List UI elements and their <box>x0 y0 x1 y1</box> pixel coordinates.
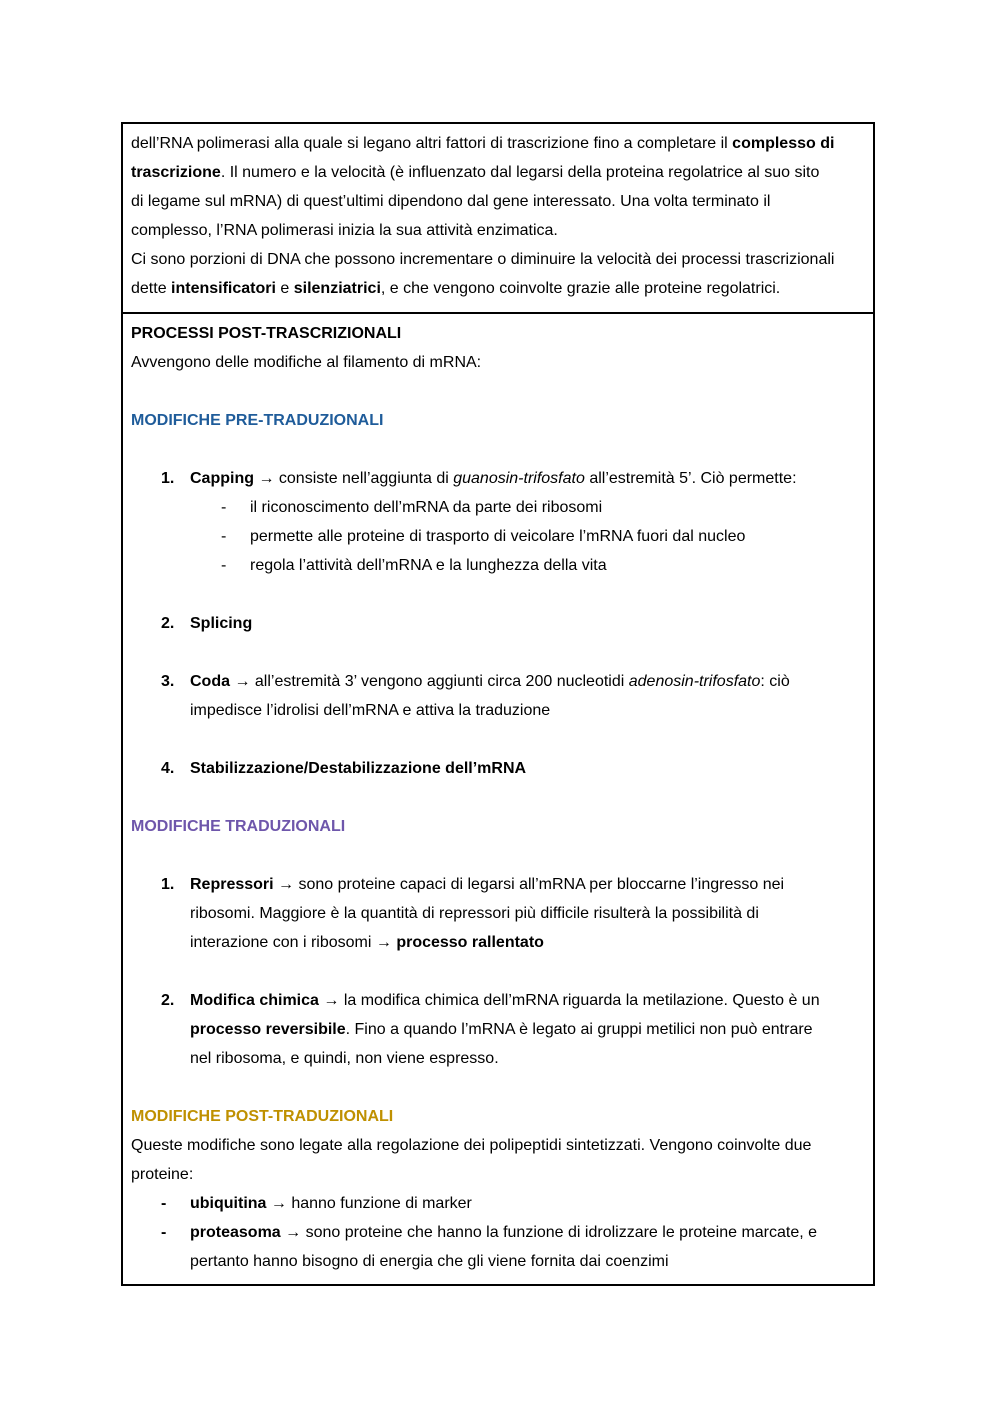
list-item <box>131 986 865 1015</box>
bullet-item <box>131 1189 865 1218</box>
list-item-continuation: ribosomi. Maggiore è la quantità di repressori più difficile risulterà la possibilità di <box>190 905 759 922</box>
bold-term: Repressori <box>190 876 274 893</box>
bold-term: intensificatori <box>171 280 276 297</box>
list-number: 4. <box>161 760 175 777</box>
bold-term: Coda <box>190 673 230 690</box>
text-span: dette <box>131 280 172 297</box>
italic-term: adenosin-trifosfato <box>628 673 761 690</box>
paragraph-line: complesso, l’RNA polimerasi inizia la sua attività enzimatica. <box>131 222 558 239</box>
text-span: → sono proteine che hanno la funzione di idrolizzare le proteine marcate, e <box>280 1224 818 1241</box>
heading-traduzionali: MODIFICHE TRADUZIONALI <box>131 818 346 835</box>
bold-term: complesso di <box>732 135 835 152</box>
text-span: , e che vengono coinvolte grazie alle proteine regolatrici. <box>380 280 781 297</box>
bold-term: Capping <box>190 470 254 487</box>
bullet-item <box>131 1218 865 1247</box>
list-item <box>131 667 865 696</box>
text-span: . Fino a quando l’mRNA è legato ai gruppi metilici non può entrare <box>345 1021 813 1038</box>
dash-marker: - <box>161 1195 167 1212</box>
dash-marker: - <box>221 557 227 574</box>
list-number: 2. <box>161 615 175 632</box>
section-intro: Avvengono delle modifiche al filamento di mRNA: <box>131 354 482 371</box>
list-item-continuation <box>131 928 865 957</box>
text-span: : ciò <box>760 673 790 690</box>
list-item <box>131 754 865 783</box>
list-item-continuation: impedisce l’idrolisi dell’mRNA e attiva la traduzione <box>190 702 551 719</box>
paragraph-line: di legame sul mRNA) di quest’ultimi dipendono dal gene interessato. Una volta terminato il <box>131 193 771 210</box>
bold-term: proteasoma <box>190 1224 281 1241</box>
italic-term: guanosin-trifosfato <box>453 470 585 487</box>
text-span: e <box>275 280 294 297</box>
list-item <box>131 609 865 638</box>
list-item-continuation: nel ribosoma, e quindi, non viene espresso. <box>190 1050 499 1067</box>
paragraph-line <box>131 274 865 303</box>
text-span: il riconoscimento dell’mRNA da parte dei ribosomi <box>250 499 603 516</box>
text-span: → hanno funzione di marker <box>266 1195 472 1212</box>
bullet-item-continuation: pertanto hanno bisogno di energia che gli viene fornita dai coenzimi <box>190 1253 669 1270</box>
table-cell-transcription <box>123 124 873 314</box>
list-item <box>131 870 865 899</box>
text-span: → la modifica chimica dell’mRNA riguarda la metilazione. Questo è un <box>318 992 820 1009</box>
dash-marker: - <box>221 528 227 545</box>
text-span: dell’RNA polimerasi alla quale si legano altri fattori di trascrizione fino a completare il <box>131 135 733 152</box>
bold-term: Stabilizzazione/Destabilizzazione dell’mRNA <box>190 760 527 777</box>
list-item <box>131 464 865 493</box>
paragraph-line: Ci sono porzioni di DNA che possono incrementare o diminuire la velocità dei processi trascrizionali <box>131 251 835 268</box>
bold-term: Splicing <box>190 615 253 632</box>
paragraph-line: proteine: <box>131 1166 194 1183</box>
text-span: interazione con i ribosomi → <box>190 934 397 951</box>
sub-list-item <box>131 522 865 551</box>
paragraph-line <box>131 158 865 187</box>
sub-list-item <box>131 493 865 522</box>
heading-post-traduzionali: MODIFICHE POST-TRADUZIONALI <box>131 1108 394 1125</box>
list-number: 1. <box>161 876 175 893</box>
paragraph-line <box>131 129 865 158</box>
document-table <box>121 122 875 1286</box>
bold-term: trascrizione <box>131 164 221 181</box>
text-span: → sono proteine capaci di legarsi all’mRNA per bloccarne l’ingresso nei <box>273 876 785 893</box>
bold-term: silenziatrici <box>293 280 381 297</box>
list-number: 3. <box>161 673 175 690</box>
heading-pre-traduzionali: MODIFICHE PRE-TRADUZIONALI <box>131 412 384 429</box>
bold-term: processo rallentato <box>396 934 544 951</box>
bold-term: Modifica chimica <box>190 992 319 1009</box>
text-span: regola l’attività dell’mRNA e la lunghezza della vita <box>250 557 607 574</box>
dash-marker: - <box>161 1224 167 1241</box>
text-span: all’estremità 5’. Ciò permette: <box>584 470 797 487</box>
text-span: → all’estremità 3’ vengono aggiunti circa 200 nucleotidi <box>230 673 629 690</box>
bold-term: processo reversibile <box>190 1021 346 1038</box>
paragraph-line: Queste modifiche sono legate alla regolazione dei polipeptidi sintetizzati. Vengono coinvolte due <box>131 1137 812 1154</box>
text-span: → consiste nell’aggiunta di <box>254 470 454 487</box>
list-item-continuation <box>131 1015 865 1044</box>
sub-list-item <box>131 551 865 580</box>
section-title: PROCESSI POST-TRASCRIZIONALI <box>131 325 402 342</box>
dash-marker: - <box>221 499 227 516</box>
list-number: 1. <box>161 470 175 487</box>
table-cell-post-transcription <box>123 314 873 1284</box>
list-number: 2. <box>161 992 175 1009</box>
text-span: permette alle proteine di trasporto di veicolare l’mRNA fuori dal nucleo <box>250 528 746 545</box>
bold-term: ubiquitina <box>190 1195 267 1212</box>
text-span: . Il numero e la velocità (è influenzato dal legarsi della proteina regolatrice al suo sito <box>220 164 820 181</box>
